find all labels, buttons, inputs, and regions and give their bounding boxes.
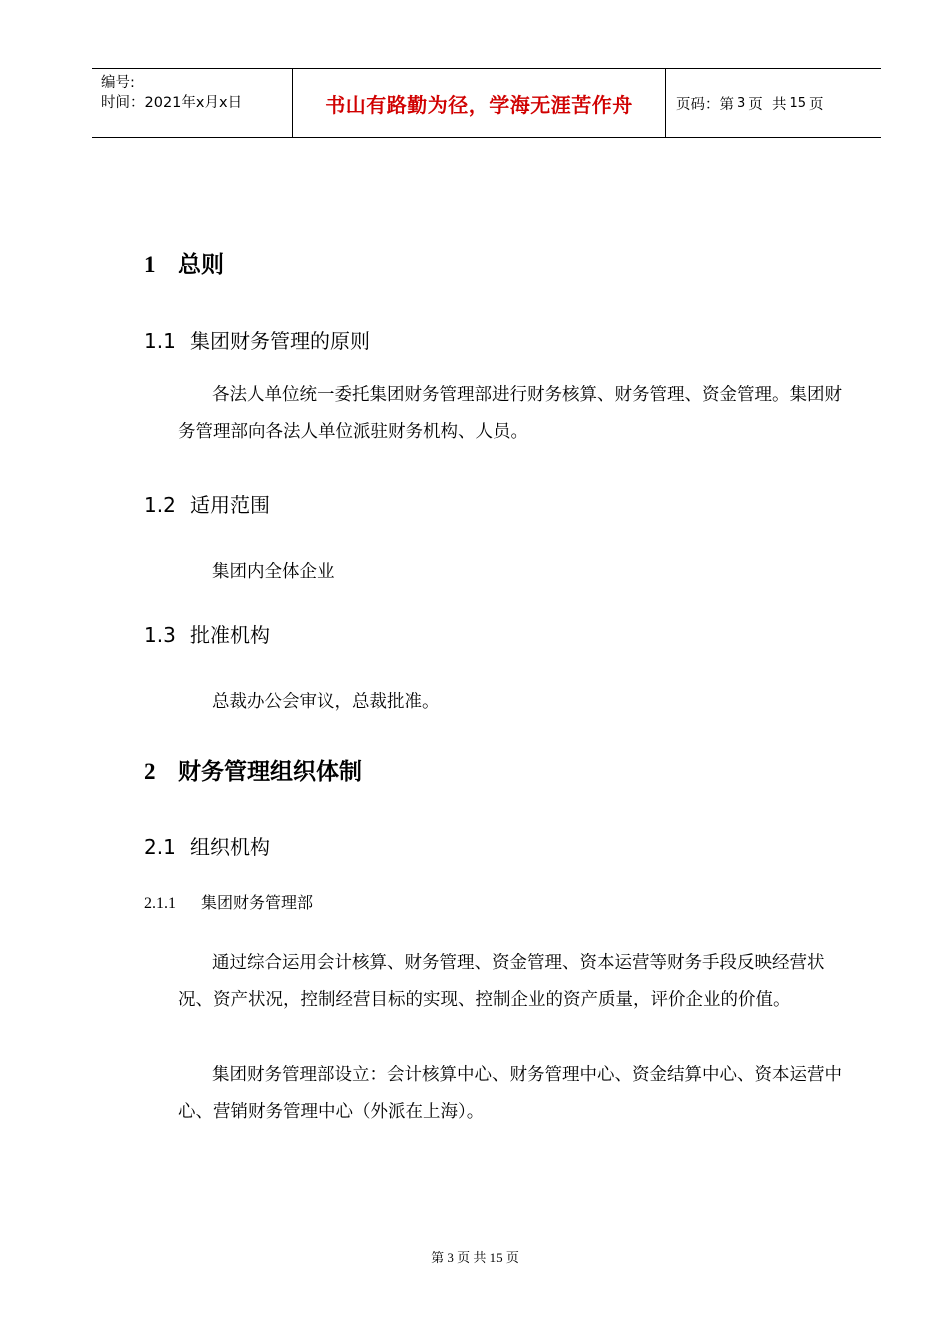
heading-2 <box>144 753 362 786</box>
heading-number: 2 <box>144 759 156 784</box>
heading-title: 组织机构 <box>190 835 270 859</box>
heading-1 <box>144 246 224 279</box>
heading-title: 财务管理组织体制 <box>178 759 362 785</box>
paragraph-scope: 集团内全体企业 <box>212 562 335 582</box>
page-footer: 第 3 页 共 15 页 <box>431 1250 519 1265</box>
document-number-label: 编号: <box>101 75 135 91</box>
heading-title: 批准机构 <box>190 623 270 647</box>
heading-title: 集团财务管理的原则 <box>190 329 370 353</box>
paragraph-department-centers: 集团财务管理部设立：会计核算中心、财务管理中心、资金结算中心、资本运营中心、营销财务管理中心（外派在上海）。 <box>178 1065 842 1122</box>
heading-title: 适用范围 <box>190 493 270 517</box>
heading-number: 1.2 <box>144 493 176 517</box>
heading-1-1 <box>144 325 370 354</box>
heading-title: 总则 <box>178 252 224 278</box>
paragraph-approval: 总裁办公会审议，总裁批准。 <box>212 692 440 712</box>
heading-number: 1.1 <box>144 329 176 353</box>
document-time-label: 时间：2021年x月x日 <box>101 95 243 111</box>
page-suffix: 页 <box>809 96 824 113</box>
heading-title: 集团财务管理部 <box>201 893 314 912</box>
paragraph-department-role: 通过综合运用会计核算、财务管理、资金管理、资本运营等财务手段反映经营状况、资产状况，控制经营目标的实现、控制企业的资产质量，评价企业的价值。 <box>178 953 825 1010</box>
header-motto: 书山有路勤为径，学海无涯苦作舟 <box>293 69 666 137</box>
page-mid: 页 共 <box>748 96 787 113</box>
heading-number: 1 <box>144 252 156 277</box>
heading-2-1-1 <box>144 890 313 913</box>
heading-1-3 <box>144 619 270 648</box>
heading-1-2 <box>144 489 270 518</box>
heading-number: 2.1.1 <box>144 895 176 912</box>
heading-number: 1.3 <box>144 623 176 647</box>
heading-number: 2.1 <box>144 835 176 859</box>
page-total: 15 <box>789 95 807 111</box>
page-current: 3 <box>737 95 746 111</box>
paragraph-principles: 各法人单位统一委托集团财务管理部进行财务核算、财务管理、资金管理。集团财务管理部向各法人单位派驻财务机构、人员。 <box>178 385 842 442</box>
page-prefix: 页码：第 <box>676 96 734 113</box>
heading-2-1 <box>144 831 270 860</box>
